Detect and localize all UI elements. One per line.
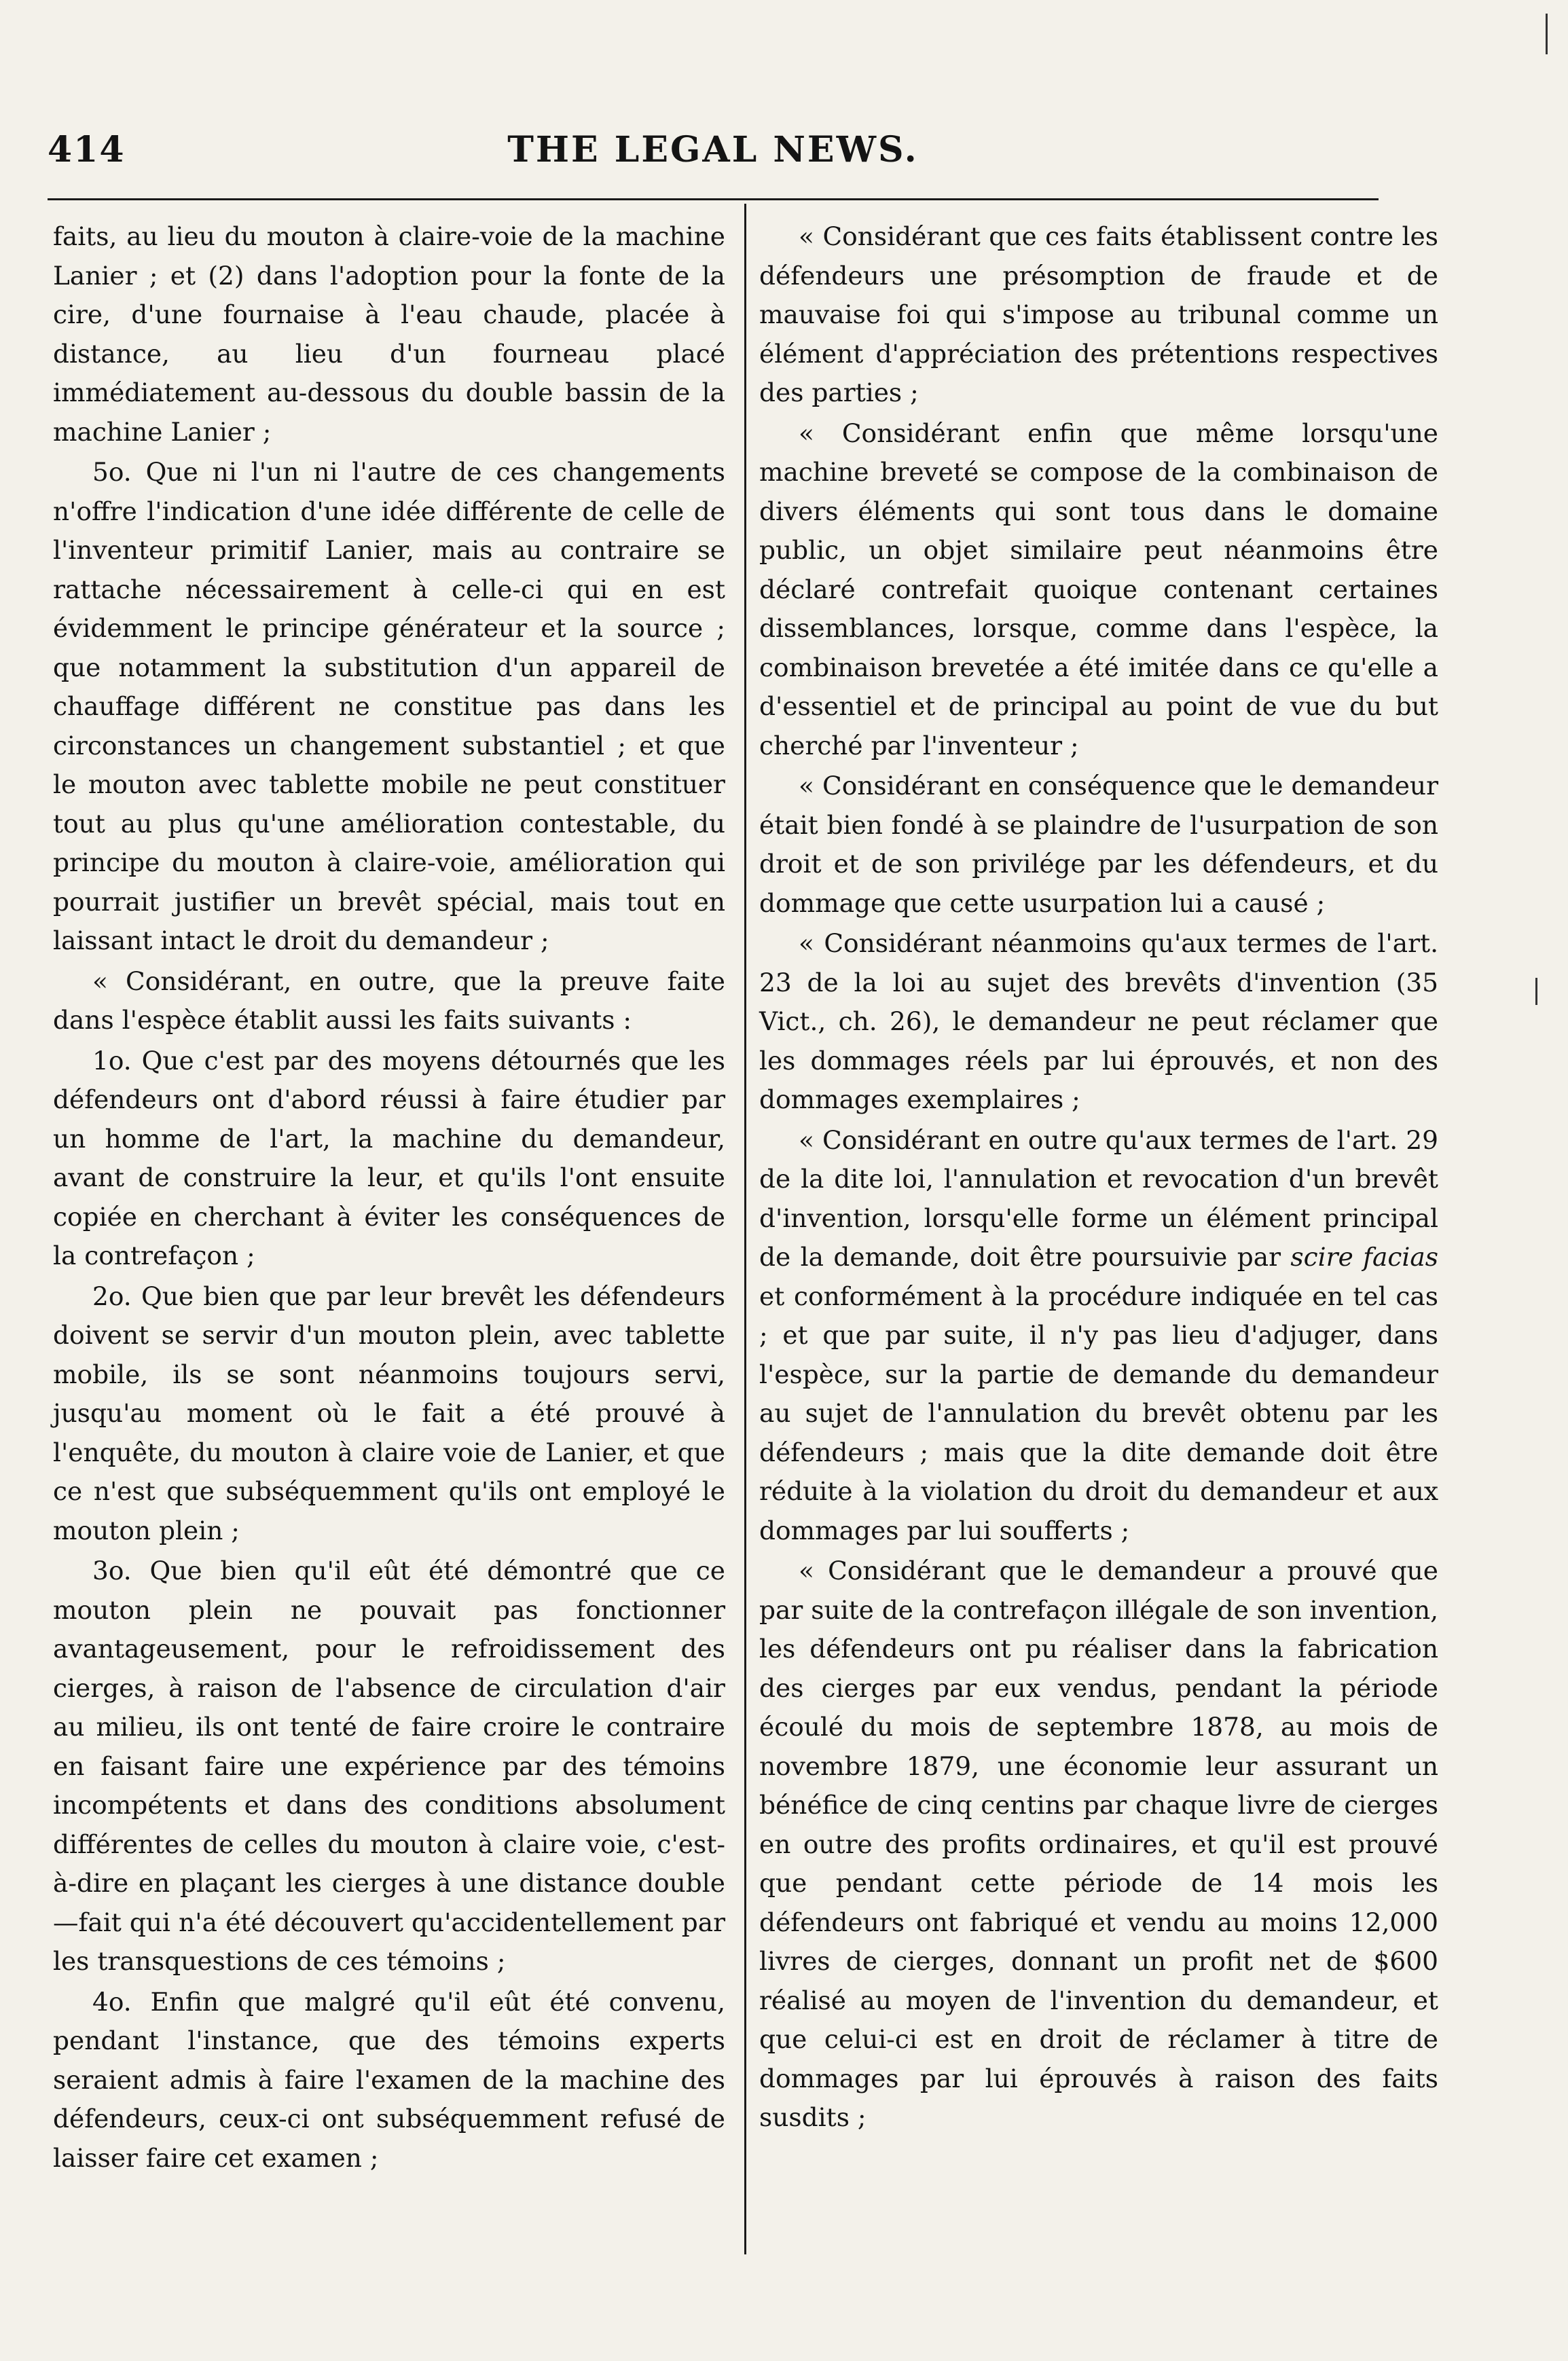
latin-term: scire facias [1290, 1242, 1438, 1272]
left-column [53, 217, 725, 2179]
scan-edge-mark [1546, 14, 1548, 54]
column-divider [744, 204, 746, 2254]
paragraph: 4o. Enfin que malgré qu'il eût été convenu, pendant l'instance, que des témoins experts seraient admis à faire l'examen de la machine des défendeurs, ceux-ci ont subséquemment refusé de laisser faire cet examen ; [53, 1986, 725, 2173]
paragraph: « Considérant en conséquence que le demandeur était bien fondé à se plaindre de l'usurpation de son droit et de son privilége par les défendeurs, et du dommage que cette usurpation lui a causé ; [759, 771, 1438, 918]
paragraph: 1o. Que c'est par des moyens détournés que les défendeurs ont d'abord réussi à faire étudier par un homme de l'art, la machine du demandeur, avant de construire la leur, et qu'ils l'ont ensuite copiée en cherchant à éviter les conséquences de la contrefaçon ; [53, 1045, 725, 1270]
header-rule [48, 198, 1379, 200]
paragraph: faits, au lieu du mouton à claire-voie de la machine Lanier ; et (2) dans l'adoption pour la fonte de la cire, d'une fournaise à l'eau chaude, placée à distance, au lieu d'un fourneau placé immédiatement au-dessous du double bassin de la machine Lanier ; [53, 221, 725, 447]
page-header [48, 129, 1379, 190]
paragraph: « Considérant enfin que même lorsqu'une machine breveté se compose de la combinaison de divers éléments qui sont tous dans le domaine public, un objet similaire peut néanmoins être déclaré contrefait quoique contenant certaines dissemblances, lorsque, comme dans l'espèce, la combinaison brevetée a été imitée dans ce qu'elle a d'essentiel et de principal au point de vue du but cherché par l'inventeur ; [759, 418, 1438, 761]
paragraph: « Considérant que ces faits établissent contre les défendeurs une présomption de fraude et de mauvaise foi qui s'impose au tribunal comme un élément d'appréciation des prétentions respectives des parties ; [759, 221, 1438, 407]
paragraph: « Considérant néanmoins qu'aux termes de l'art. 23 de la loi au sujet des brevêts d'invention (35 Vict., ch. 26), le demandeur ne peut réclamer que les dommages réels par lui éprouvés, et non des dommages exemplaires ; [759, 928, 1438, 1114]
paragraph: 3o. Que bien qu'il eût été démontré que ce mouton plein ne pouvait pas fonctionner avantageusement, pour le refroidissement des cierges, à raison de l'absence de circulation d'air au milieu, ils ont tenté de faire croire le contraire en faisant faire une expérience par des témoins incompétents et dans des conditions absolument différentes de celles du mouton à claire voie, c'est-à-dire en plaçant les cierges à une distance double—fait qui n'a été découvert qu'accidentellement par les transquestions de ces témoins ; [53, 1556, 725, 1976]
paragraph-text: « Considérant en outre qu'aux termes de l'art. 29 de la dite loi, l'annulation et revocation d'un brevêt d'invention, lorsqu'elle forme un élément principal de la demande, doit être poursuivie par [759, 1124, 1438, 1272]
paragraph: « Considérant que le demandeur a prouvé que par suite de la contrefaçon illégale de son invention, les défendeurs ont pu réaliser dans la fabrication des cierges par eux vendus, pendant la période écoulé du mois de septembre 1878, au mois de novembre 1879, une économie leur assurant un bénéfice de cinq centins par chaque livre de cierges en outre des profits ordinaires, et qu'il est prouvé que pendant cette période de 14 mois les défendeurs ont fabriqué et vendu au moins 12,000 livres de cierges, donnant un profit net de $600 réalisé au moyen de l'invention du demandeur, et que celui-ci est en droit de réclamer à titre de dommages par lui éprouvés à raison des faits susdits ; [759, 1556, 1439, 2132]
scan-edge-mark [1535, 978, 1537, 1005]
paragraph [759, 1121, 1438, 1551]
running-title: THE LEGAL NEWS. [507, 129, 919, 170]
paragraph-text: et conformément à la procédure indiquée en tel cas ; et que par suite, il n'y pas lieu d'adjuger, dans l'espèce, sur la partie de demande du demandeur au sujet de l'annulation du brevêt obtenu par les défendeurs ; mais que la dite demande doit être réduite à la violation du droit du demandeur et aux dommages par lui soufferts ; [759, 1281, 1438, 1545]
paragraph: « Considérant, en outre, que la preuve faite dans l'espèce établit aussi les faits suivants : [53, 966, 725, 1035]
right-column [759, 217, 1438, 2139]
page-number: 414 [48, 129, 126, 170]
paragraph: 5o. Que ni l'un ni l'autre de ces changements n'offre l'indication d'une idée différente de celle de l'inventeur primitif Lanier, mais au contraire se rattache nécessairement à celle-ci qui en est évidemment le principe générateur et la source ; que notamment la substitution d'un appareil de chauffage différent ne constitue pas dans les circonstances un changement substantiel ; et que le mouton avec tablette mobile ne peut constituer tout au plus qu'une amélioration contestable, du principe du mouton à claire-voie, amélioration qui pourrait justifier un brevêt spécial, mais tout en laissant intact le droit du demandeur ; [53, 457, 725, 955]
paragraph: 2o. Que bien que par leur brevêt les défendeurs doivent se servir d'un mouton plein, avec tablette mobile, ils se sont néanmoins toujours servi, jusqu'au moment où le fait a été prouvé à l'enquête, du mouton à claire voie de Lanier, et que ce n'est que subséquemment qu'ils ont employé le mouton plein ; [53, 1281, 725, 1545]
